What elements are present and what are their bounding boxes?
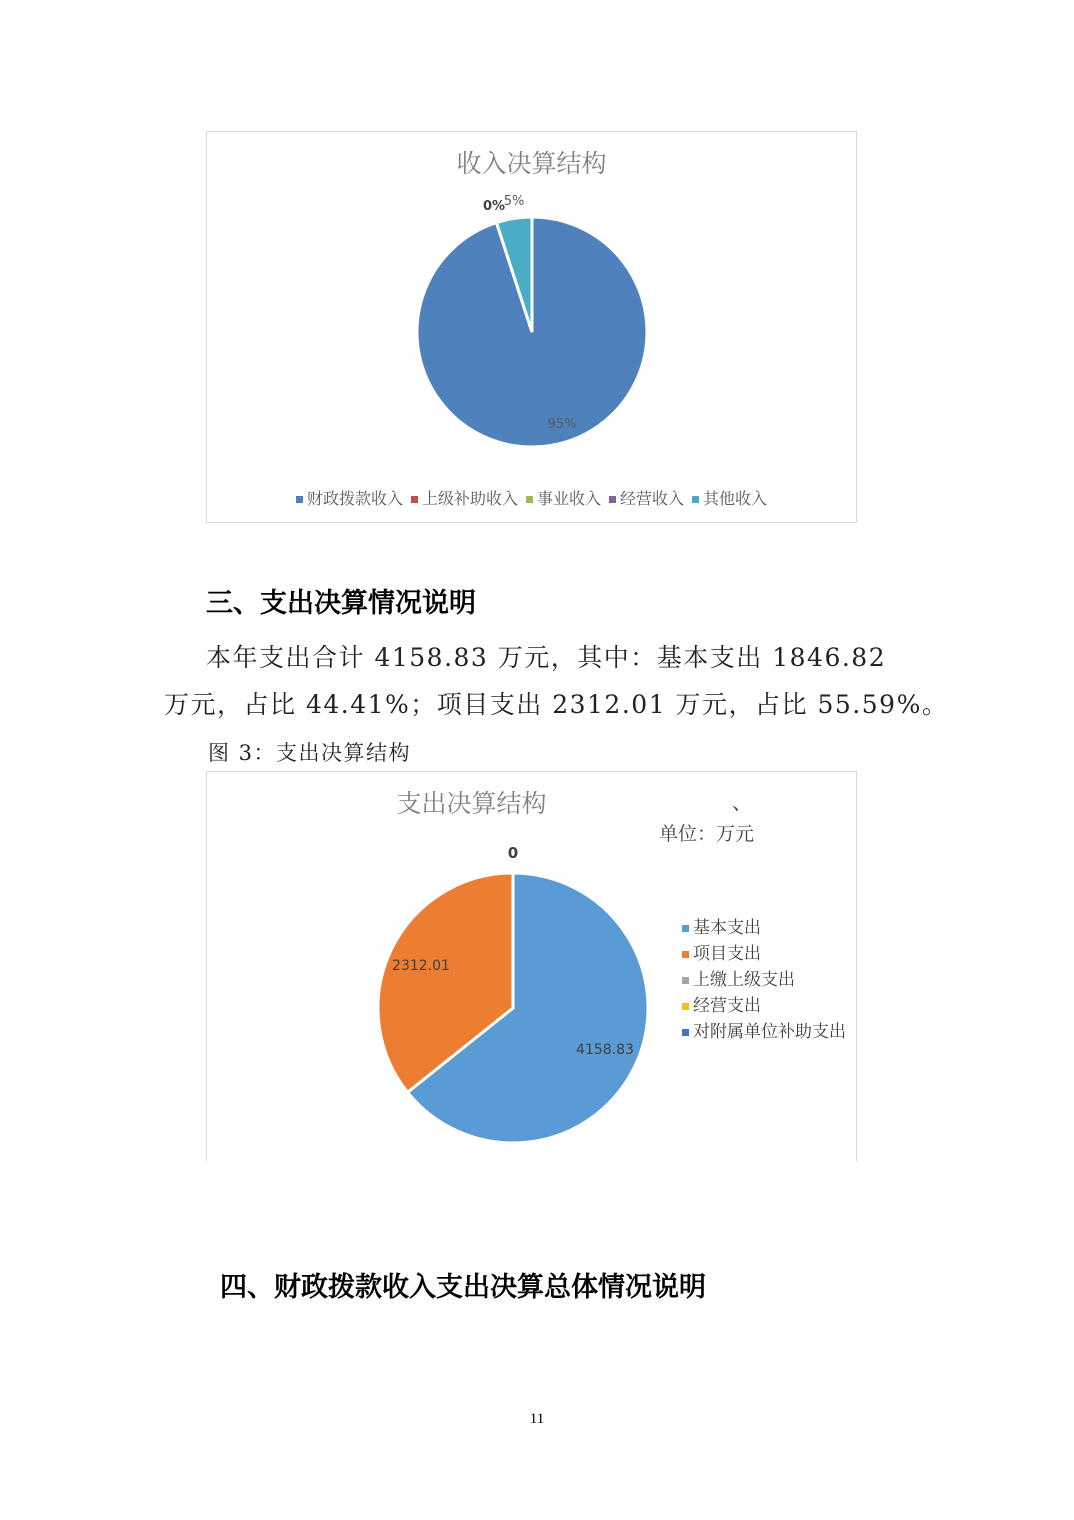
legend-label: 经营支出	[693, 996, 761, 1016]
legend-swatch	[692, 496, 699, 503]
data-label: 2312.01	[392, 958, 450, 974]
expense-structure-chart	[206, 771, 857, 1161]
income-structure-chart	[206, 131, 857, 523]
legend-item	[682, 915, 846, 941]
legend-swatch	[682, 1029, 689, 1036]
legend-label: 对附属单位补助支出	[693, 1022, 846, 1042]
legend-label: 上级补助收入	[421, 489, 518, 508]
legend-swatch	[526, 496, 533, 503]
paragraph-line: 万元，占比 44.41%；项目支出 2312.01 万元，占比 55.59%。	[164, 690, 949, 719]
section-heading: 三、支出决算情况说明	[206, 588, 476, 619]
legend-item	[692, 486, 767, 509]
legend-item	[411, 486, 518, 509]
chart-title: 收入决算结构	[456, 149, 607, 178]
data-label: 0%	[482, 199, 506, 214]
legend-swatch	[682, 977, 689, 984]
legend-item	[296, 486, 403, 509]
legend-swatch	[609, 496, 616, 503]
legend-item	[682, 967, 846, 993]
data-label: 5%	[503, 194, 525, 209]
data-label: 4158.83	[576, 1042, 634, 1058]
chart-title: 支出决算结构	[396, 789, 547, 818]
data-label: 95%	[547, 417, 577, 432]
chart-legend	[682, 915, 846, 1045]
legend-label: 基本支出	[693, 918, 761, 938]
stray-mark: 、	[732, 790, 752, 814]
legend-item	[609, 486, 684, 509]
legend-item	[526, 486, 601, 509]
legend-swatch	[682, 1003, 689, 1010]
legend-item	[682, 1019, 846, 1045]
paragraph-line: 本年支出合计 4158.83 万元，其中：基本支出 1846.82	[206, 643, 887, 672]
legend-swatch	[411, 496, 418, 503]
legend-label: 财政拨款收入	[306, 489, 403, 508]
chart-unit: 单位：万元	[659, 823, 755, 845]
legend-swatch	[682, 951, 689, 958]
legend-label: 上缴上级支出	[693, 970, 795, 990]
page-number: 11	[529, 1411, 545, 1427]
legend-label: 经营收入	[620, 489, 685, 508]
chart-legend	[207, 486, 856, 509]
section-heading: 四、财政拨款收入支出决算总体情况说明	[220, 1272, 706, 1303]
legend-swatch	[296, 496, 303, 503]
legend-swatch	[682, 925, 689, 932]
legend-item	[682, 941, 846, 967]
legend-label: 其他收入	[703, 489, 768, 508]
figure-caption: 图 3：支出决算结构	[208, 741, 412, 765]
data-label: 0	[507, 844, 519, 862]
legend-label: 事业收入	[536, 489, 601, 508]
income-pie	[207, 132, 858, 524]
legend-label: 项目支出	[693, 944, 761, 964]
legend-item	[682, 993, 846, 1019]
